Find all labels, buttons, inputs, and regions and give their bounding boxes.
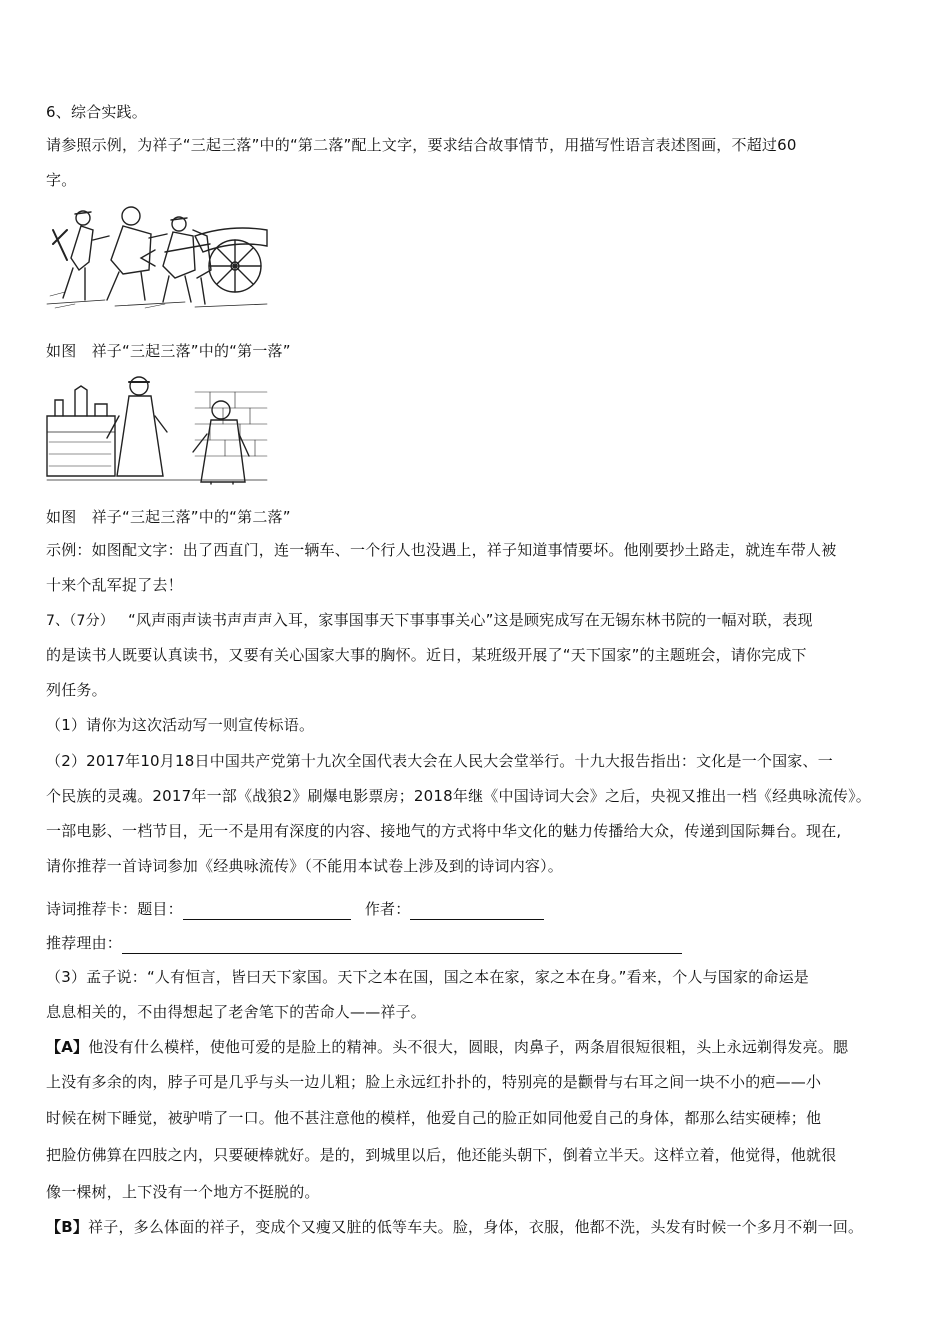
q6-prompt-line-1: 请参照示例，为祥子“三起三落”中的“第二落”配上文字，要求结合故事情节，用描写性语言表述图画，不超过60	[46, 136, 797, 154]
passage-a-line-2: 上没有多余的肉，脖子可是几乎与头一边儿粗；脸上永远红扑扑的，特别亮的是颧骨与右耳之间一块不小的疤——小	[46, 1073, 822, 1091]
q6-example-line-2: 十来个乱军捉了去！	[46, 576, 183, 594]
q7-task-2-line-3: 一部电影、一档节目，无一不是用有深度的内容、接地气的方式将中华文化的魅力传播给大众，传递到国际舞台。现在,	[46, 822, 842, 840]
poem-title-blank[interactable]	[183, 903, 351, 920]
q7-intro-line-2: 的是读书人既要认真读书，又要有关心国家大事的胸怀。近日，某班级开展了“天下国家”的主题班会，请你完成下	[46, 646, 807, 664]
q7-intro-line-1	[46, 609, 813, 632]
passage-b-text-1: 祥子，多么体面的祥子，变成个又瘦又脏的低等车夫。脸，身体，衣服，他都不洗，头发有时候一个多月不剃一回。	[88, 1218, 864, 1236]
passage-a-line-1	[46, 1036, 848, 1058]
poem-card-row	[46, 898, 544, 920]
poem-reason-blank[interactable]	[122, 937, 682, 954]
poem-reason-label: 推荐理由：	[46, 934, 123, 952]
passage-a-tag: 【A】	[46, 1038, 89, 1056]
illustration-second-fall	[45, 372, 269, 486]
passage-a-line-4: 把脸仿佛算在四肢之内，只要硬棒就好。是的，到城里以后，他还能头朝下，倒着立半天。这样立着，他觉得，他就很	[46, 1146, 837, 1164]
illustration-first-fall	[45, 200, 269, 312]
passage-a-text-1: 他没有什么模样，使他可爱的是脸上的精神。头不很大，圆眼，肉鼻子，两条眉很短很粗，头上永远剃得发亮。腮	[88, 1038, 849, 1056]
q7-intro-text-1: “风声雨声读书声声声入耳，家事国事天下事事事关心”这是顾宪成写在无锡东林书院的一幅对联，表现	[128, 611, 813, 629]
passage-b-tag: 【B】	[46, 1218, 89, 1236]
q7-number: 7、（7分）	[46, 613, 115, 629]
q7-task-2-line-2: 个民族的灵魂。2017年一部《战狼2》刷爆电影票房；2018年继《中国诗词大会》之后，央视又推出一档《经典咏流传》。	[46, 787, 871, 805]
poem-card-title-label: 诗词推荐卡：题目：	[46, 900, 183, 918]
poem-author-blank[interactable]	[410, 903, 544, 920]
caption-second-fall: 如图 祥子“三起三落”中的“第二落”	[46, 508, 291, 526]
passage-a-line-5: 像一棵树，上下没有一个地方不挺脱的。	[46, 1183, 320, 1201]
q7-task-3-line-2: 息息相关的，不由得想起了老舍笔下的苦命人——祥子。	[46, 1003, 427, 1021]
q6-example-line-1: 示例：如图配文字：出了西直门，连一辆车、一个行人也没遇上，祥子知道事情要坏。他刚要抄土路走，就连车带人被	[46, 541, 837, 559]
poem-reason-row	[46, 932, 682, 954]
passage-b-line-1	[46, 1216, 863, 1238]
caption-first-fall: 如图 祥子“三起三落”中的“第一落”	[46, 342, 291, 360]
q7-task-1: （1）请你为这次活动写一则宣传标语。	[46, 716, 315, 734]
q7-task-2-line-4: 请你推荐一首诗词参加《经典咏流传》（不能用本试卷上涉及到的诗词内容）。	[46, 857, 564, 875]
q6-heading: 6、综合实践。	[46, 103, 147, 121]
passage-a-line-3: 时候在树下睡觉，被驴啃了一口。他不甚注意他的模样，他爱自己的脸正如同他爱自己的身体，都那么结实硬棒；他	[46, 1109, 822, 1127]
q7-task-3-line-1: （3）孟子说：“人有恒言，皆曰天下家国。天下之本在国，国之本在家，家之本在身。”看来，个人与国家的命运是	[46, 968, 809, 986]
q7-task-2-line-1: （2）2017年10月18日中国共产党第十九次全国代表大会在人民大会堂举行。十九大报告指出：文化是一个国家、一	[46, 752, 833, 770]
poem-author-label: 作者：	[364, 900, 411, 918]
q6-prompt-line-2: 字。	[46, 171, 77, 189]
q7-intro-line-3: 列任务。	[46, 681, 107, 699]
